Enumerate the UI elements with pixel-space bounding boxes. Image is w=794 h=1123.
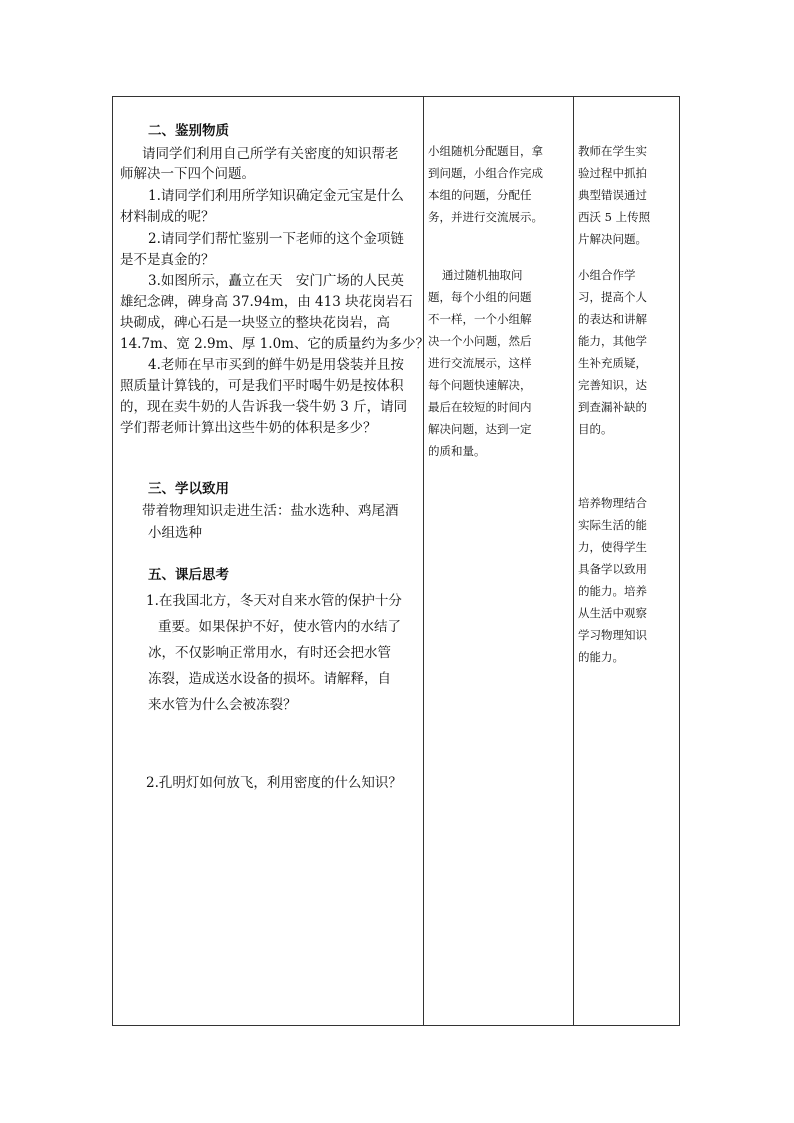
apply-line: 带着物理知识走进生活：盐水选种、鸡尾酒: [142, 503, 399, 519]
question-3-line: 块砌成，碑心石是一块竖立的整块花岗岩，高: [120, 315, 390, 331]
reflection-q1-line: 来水管为什么会被冻裂？: [148, 697, 297, 713]
question-2-line: 是不是真金的？: [120, 252, 215, 268]
section-heading-identify: 二、鉴别物质: [148, 123, 229, 139]
design-intent-line: 习，提高个人: [578, 290, 647, 304]
reflection-q1-line: 冻裂，造成送水设备的损坏。请解释，自: [148, 671, 391, 687]
design-intent-line: 的能力。: [578, 650, 624, 664]
reflection-q2: 2.孔明灯如何放飞，利用密度的什么知识？: [146, 775, 402, 791]
student-activity-line: 本组的问题，分配任: [428, 188, 532, 202]
intro-line: 请同学们利用自己所学有关密度的知识帮老: [142, 146, 399, 162]
student-activity-line: 到问题，小组合作完成: [428, 166, 543, 180]
student-activity-line: 决一个小问题，然后: [428, 334, 532, 348]
design-intent-line: 验过程中抓拍: [578, 166, 647, 180]
design-intent-line: 实际生活的能: [578, 518, 647, 532]
student-activity-line: 每个问题快速解决，: [428, 378, 532, 392]
design-intent-line: 学习物理知识: [578, 628, 647, 642]
student-activity-line: 的质和量。: [428, 444, 486, 458]
column-divider: [423, 97, 424, 1025]
design-intent-line: 的表达和讲解: [578, 312, 647, 326]
question-3-line: 雄纪念碑，碑身高 37.94m，由 413 块花岗岩石: [120, 294, 413, 310]
apply-line: 小组选种: [148, 525, 202, 541]
design-intent-line: 具备学以致用: [578, 562, 647, 576]
question-4-line: 的，现在卖牛奶的人告诉我一袋牛奶 3 斤，请同: [120, 399, 408, 415]
question-4-line: 照质量计算钱的，可是我们平时喝牛奶是按体积: [120, 378, 404, 394]
design-intent-line: 典型错误通过: [578, 188, 647, 202]
question-1-line: 1.请同学们利用所学知识确定金元宝是什么: [148, 188, 404, 204]
student-activity-line: 务，并进行交流展示。: [428, 210, 543, 224]
question-4-line: 4.老师在早市买到的鲜牛奶是用袋装并且按: [148, 357, 404, 373]
section-heading-reflection: 五、课后思考: [148, 567, 229, 583]
question-3-line: 3.如图所示，矗立在天 安门广场的人民英: [148, 273, 404, 289]
design-intent-line: 小组合作学: [578, 268, 636, 282]
design-intent-line: 教师在学生实: [578, 144, 647, 158]
design-intent-line: 目的。: [578, 422, 613, 436]
intro-line: 师解决一下四个问题。: [120, 166, 255, 182]
student-activity-line: 通过随机抽取问: [442, 268, 523, 282]
design-intent-line: 片解决问题。: [578, 232, 647, 246]
design-intent-line: 生补充质疑，: [578, 356, 647, 370]
student-activity-line: 小组随机分配题目，拿: [428, 144, 543, 158]
reflection-q1-line: 冰，不仅影响正常用水，有时还会把水管: [148, 645, 391, 661]
student-activity-line: 解决问题，达到一定: [428, 422, 532, 436]
reflection-q1-line: 1.在我国北方，冬天对自来水管的保护十分: [146, 593, 402, 609]
reflection-q1-line: 重要。如果保护不好，使水管内的水结了: [158, 619, 401, 635]
design-intent-line: 完善知识，达: [578, 378, 647, 392]
design-intent-line: 西沃 5 上传照: [578, 210, 651, 224]
design-intent-line: 培养物理结合: [578, 496, 647, 510]
design-intent-line: 能力，其他学: [578, 334, 647, 348]
section-heading-apply: 三、学以致用: [148, 481, 229, 497]
question-1-line: 材料制成的呢？: [120, 209, 215, 225]
student-activity-line: 进行交流展示，这样: [428, 356, 532, 370]
question-4-line: 学们帮老师计算出这些牛奶的体积是多少？: [120, 420, 377, 436]
question-2-line: 2.请同学们帮忙鉴别一下老师的这个金项链: [148, 231, 404, 247]
design-intent-line: 力，使得学生: [578, 540, 647, 554]
student-activity-line: 不一样，一个小组解: [428, 312, 532, 326]
column-divider: [573, 97, 574, 1025]
student-activity-line: 最后在较短的时间内: [428, 400, 532, 414]
design-intent-line: 从生活中观察: [578, 606, 647, 620]
design-intent-line: 到查漏补缺的: [578, 400, 647, 414]
question-3-line: 14.7m、宽 2.9m、厚 1.0m、它的质量约为多少？: [120, 336, 429, 352]
student-activity-line: 题，每个小组的问题: [428, 290, 532, 304]
design-intent-line: 的能力。培养: [578, 584, 647, 598]
